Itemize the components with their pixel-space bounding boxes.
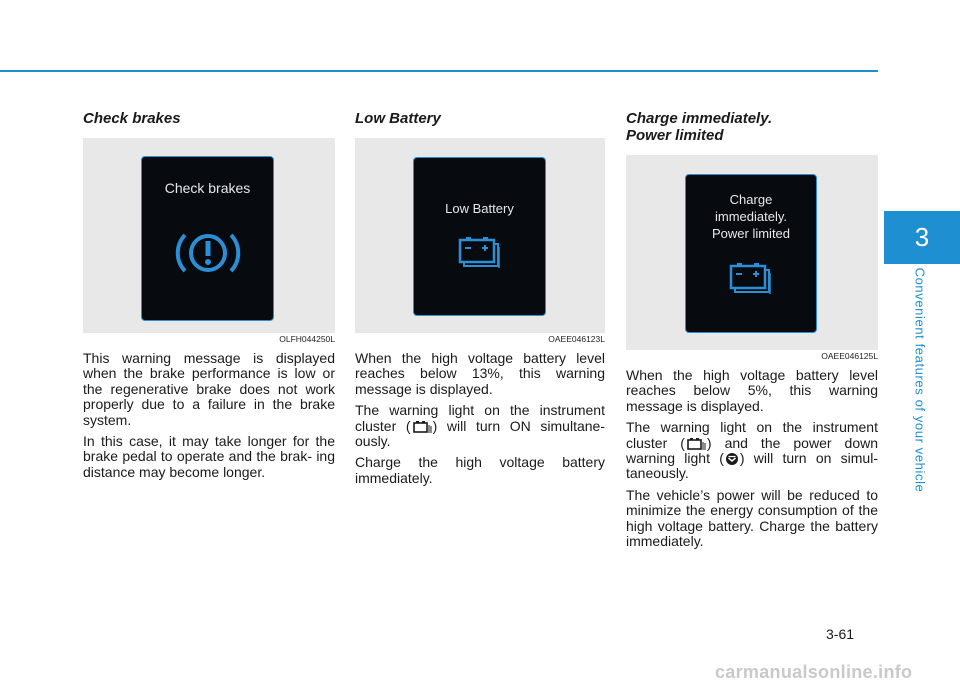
- screen-message: [686, 191, 816, 242]
- text: ) will turn ON simultane- ously.: [355, 417, 605, 450]
- chapter-tab: [884, 211, 960, 264]
- heading-line: Power limited: [626, 127, 724, 144]
- screen-message: Low Battery: [445, 201, 514, 216]
- battery-icon: [726, 261, 776, 297]
- figure-low-battery: [355, 138, 605, 344]
- cluster-display: [685, 174, 817, 333]
- paragraph: This warning message is displayed when the brake performance is low or the regenerative brake does not work properly due to a failure in the brake system.: [83, 350, 335, 428]
- section-charge-immediately: [626, 110, 878, 555]
- section-low-battery: [355, 110, 605, 492]
- paragraph: The vehicle’s power will be reduced to minimize the energy consumption of the high voltage battery. Charge the battery immediately.: [626, 486, 878, 550]
- battery-icon: [686, 437, 706, 451]
- text: The warning light on the instrument cluster (: [626, 419, 878, 451]
- screen-line: Charge: [729, 192, 773, 207]
- paragraph: When the high voltage battery level reaches below 13%, this warning message is displayed.: [355, 350, 605, 397]
- figure-code: OAEE046123L: [548, 334, 605, 344]
- paragraph: When the high voltage battery level reaches below 5%, this warning message is displayed.: [626, 367, 878, 414]
- paragraph: In this case, it may take longer for the brake pedal to operate and the brak- ing distance may become longer.: [83, 433, 335, 480]
- paragraph: [355, 403, 605, 449]
- section-heading: Low Battery: [355, 110, 441, 127]
- cluster-display: [413, 157, 546, 316]
- battery-icon: [455, 235, 505, 271]
- screen-message: Check brakes: [164, 180, 251, 196]
- chapter-title: Convenient features of your vehicle: [912, 267, 928, 493]
- power-down-icon: [725, 452, 739, 466]
- text: The warning light on the instrument cluster (: [355, 402, 605, 434]
- paragraph: [626, 420, 878, 482]
- heading-line: Charge immediately.: [626, 110, 773, 127]
- section-heading: [626, 110, 878, 144]
- footer-watermark: carmanualsonline.info: [715, 662, 913, 682]
- screen-line: Power limited: [711, 226, 791, 241]
- paragraph: Charge the high voltage battery immediately.: [355, 454, 605, 486]
- text: ) and the power down warning light (: [626, 434, 878, 467]
- chapter-number: 3: [914, 222, 930, 252]
- section-heading: Check brakes: [83, 110, 181, 127]
- figure-code: OLFH044250L: [279, 334, 335, 344]
- page-number: 3-61: [826, 626, 855, 642]
- figure-charge-immediately: [626, 155, 878, 361]
- section-body: [355, 351, 605, 486]
- battery-icon: [412, 420, 432, 434]
- cluster-display: [141, 156, 274, 321]
- section-check-brakes: [83, 110, 335, 486]
- figure-check-brakes: [83, 138, 335, 344]
- section-body: [83, 351, 335, 480]
- screen-line: immediately.: [714, 209, 787, 224]
- figure-code: OAEE046125L: [821, 351, 878, 361]
- brake-warning-icon: [173, 223, 243, 283]
- text: ) will turn on simul- taneously.: [626, 450, 878, 482]
- section-body: [626, 368, 878, 549]
- top-rule: [0, 70, 878, 72]
